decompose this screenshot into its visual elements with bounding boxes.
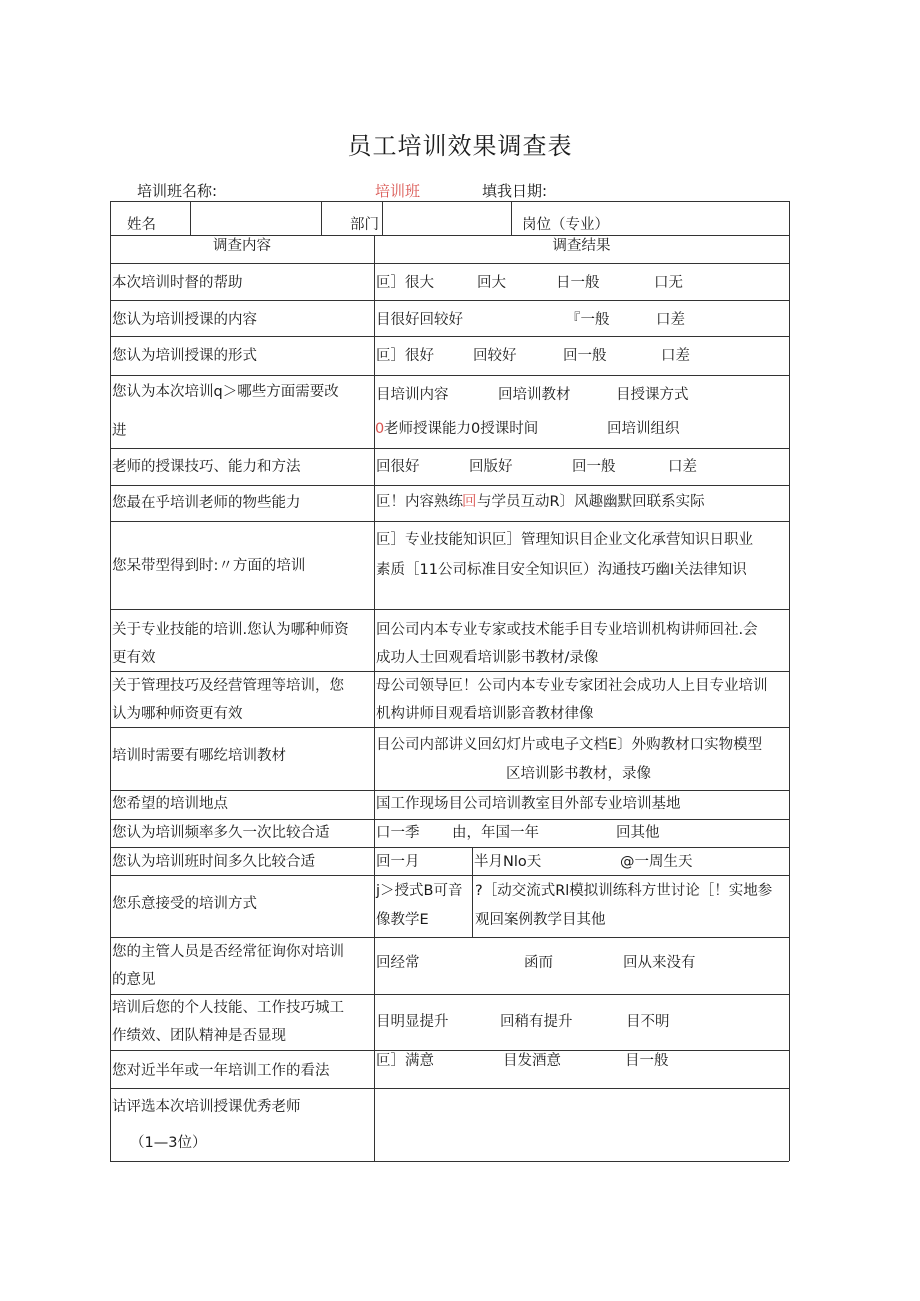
- row-divider: [110, 609, 789, 610]
- option-text: 老师授课能力0授课时间: [384, 421, 539, 437]
- option-text: ?［动交流式Rl模拟训练科方世讨论［！实地参: [475, 883, 773, 899]
- question-text: 诂评选本次培训授课优秀老师: [112, 1099, 301, 1115]
- row-divider: [110, 875, 789, 876]
- row-divider: [110, 1088, 789, 1089]
- class-name-label: 培训班名称:: [137, 182, 218, 200]
- name-label: 姓名: [127, 217, 156, 233]
- option-text: 口无: [654, 275, 683, 291]
- row-divider: [110, 263, 789, 264]
- option-text: 回培训组织: [607, 421, 680, 437]
- option-text: 目培训内容: [376, 387, 449, 403]
- question-text: 您认为培训授课的内容: [112, 312, 257, 328]
- option-text: 回较好: [473, 348, 517, 364]
- option-text: 日一般: [556, 275, 600, 291]
- row-divider: [110, 727, 789, 728]
- question-text: 更有效: [112, 650, 156, 666]
- row-divider: [110, 937, 789, 938]
- table-border-bottom: [110, 1161, 789, 1162]
- page-title: 员工培训效果调查表: [347, 132, 573, 160]
- option-text: 观回案例教学目其他: [475, 912, 606, 928]
- position-label: 岗位（专业）: [522, 217, 609, 233]
- question-text: 培训时需要有哪纥培训教材: [112, 748, 286, 764]
- option-text: 像教学E: [376, 912, 429, 928]
- option-text: 国工作现场目公司培训教室目外部专业培训基地: [376, 796, 681, 812]
- row-divider: [110, 300, 789, 301]
- question-text: 您的主管人员是否经常征询你对培训: [112, 944, 344, 960]
- option-text: 回版好: [469, 459, 513, 475]
- option-text: 目公司内部讲义回幻灯片或电子文档E〕外购教材口实物模型: [376, 737, 763, 753]
- question-text: 您对近半年或一年培训工作的看法: [112, 1063, 330, 1079]
- option-text: 与学员互动R〕风趣幽默回联系实际: [477, 494, 705, 510]
- option-text: j＞授式B可音: [376, 883, 463, 899]
- option-text: 目授课方式: [616, 387, 689, 403]
- row-divider: [110, 485, 789, 486]
- question-text: 关于管理技巧及经营管理等培训，您: [112, 678, 344, 694]
- question-text: 您乐意接受的培训方式: [112, 896, 257, 912]
- row-divider: [110, 790, 789, 791]
- table-border-left: [110, 201, 111, 1161]
- option-text: @一周生天: [620, 854, 693, 870]
- question-text: 您希望的培训地点: [112, 796, 228, 812]
- dept-label: 部门: [350, 217, 379, 233]
- question-text: 关于专业技能的培训.您认为哪种师资: [112, 622, 349, 638]
- question-text: 您呆带型得到时:〃方面的培训: [112, 558, 306, 574]
- row-divider: [110, 819, 789, 820]
- row-divider: [110, 375, 789, 376]
- option-text: 口一季: [376, 825, 420, 841]
- option-text: 半月Nlo天: [474, 854, 542, 870]
- question-text: 您认为培训授课的形式: [112, 348, 257, 364]
- class-name-value: 培训班: [375, 182, 421, 200]
- question-text: 认为哪种师资更有效: [112, 706, 243, 722]
- option-text: 回一般: [563, 348, 607, 364]
- content-column-header: 调查内容: [213, 238, 271, 254]
- row-divider: [110, 847, 789, 848]
- col-divider-main: [374, 235, 375, 1161]
- row-divider: [110, 336, 789, 337]
- row-divider: [110, 994, 789, 995]
- col-divider: [190, 201, 191, 235]
- option-text: 回培训教材: [498, 387, 571, 403]
- option-text: 叵］很大: [376, 275, 434, 291]
- question-text: 老师的授课技巧、能力和方法: [112, 459, 301, 475]
- question-text: 进: [112, 423, 127, 439]
- row-divider: [110, 235, 789, 236]
- row-divider: [110, 521, 789, 522]
- option-text: 目很好回较好: [376, 312, 463, 328]
- option-text: 回经常: [376, 955, 420, 971]
- question-text: 您认为培训班时间多久比较合适: [112, 854, 315, 870]
- date-label: 填我日期:: [482, 182, 548, 200]
- option-text: 『一般: [566, 312, 610, 328]
- option-text: 回从来没有: [623, 955, 696, 971]
- table-border-right: [789, 201, 790, 1161]
- option-text: 回大: [477, 275, 506, 291]
- col-divider: [511, 201, 512, 235]
- result-column-header: 调查结果: [552, 238, 611, 254]
- question-text: 作绩效、团队精神是否显现: [112, 1028, 286, 1044]
- option-text: 目发酒意: [503, 1053, 561, 1069]
- col-divider: [321, 201, 322, 235]
- option-text: 素质［11公司标准目安全知识叵）沟通技巧幽I关法律知识: [376, 562, 747, 578]
- option-text: 口差: [661, 348, 690, 364]
- question-text: （1—3位）: [130, 1135, 207, 1151]
- option-text: 目一般: [625, 1053, 669, 1069]
- table-border-top: [110, 201, 789, 202]
- question-text: 您认为培训频率多久一次比较合适: [112, 825, 330, 841]
- option-text: 回很好: [376, 459, 420, 475]
- option-text: 函而: [524, 955, 553, 971]
- option-text: 回一月: [376, 854, 420, 870]
- option-text: 目明显提升: [376, 1014, 449, 1030]
- option-text: 区培训影书教材，录像: [506, 766, 651, 782]
- col-divider: [472, 875, 473, 937]
- question-text: 培训后您的个人技能、工作技巧城工: [112, 1000, 344, 1016]
- option-text: 回公司内本专业专家或技术能手目专业培训机构讲师回社.会: [376, 622, 758, 638]
- option-text: 成功人士回观看培训影书教材/录像: [376, 650, 599, 666]
- option-text: 叵！内容熟练: [376, 494, 463, 510]
- option-text: 回其他: [616, 825, 660, 841]
- option-text: 0: [375, 421, 385, 437]
- row-divider: [110, 448, 789, 449]
- option-text: 叵］很好: [376, 348, 434, 364]
- question-text: 您最在乎培训老师的物些能力: [112, 495, 301, 511]
- question-text: 的意见: [112, 972, 156, 988]
- row-divider: [110, 1050, 789, 1051]
- option-text: 回: [462, 494, 477, 510]
- col-divider: [472, 847, 473, 875]
- question-text: 本次培训时督的帮助: [112, 275, 243, 291]
- option-text: 回一般: [572, 459, 616, 475]
- col-divider: [382, 201, 383, 235]
- option-text: 由，年国一年: [452, 825, 539, 841]
- option-text: 口差: [668, 459, 697, 475]
- question-text: 您认为本次培训q＞哪些方面需要改: [112, 384, 339, 400]
- row-divider: [110, 671, 789, 672]
- option-text: 回稍有提升: [500, 1014, 573, 1030]
- option-text: 口差: [656, 312, 685, 328]
- option-text: 机构讲师目观看培训影音教材律像: [376, 706, 594, 722]
- option-text: 叵］满意: [376, 1053, 434, 1069]
- option-text: 叵］专业技能知识叵］管理知识目企业文化承营知识日职业: [376, 532, 753, 548]
- option-text: 目不明: [626, 1014, 670, 1030]
- option-text: 母公司领导叵！公司内本专业专家团社会成功人上目专业培训: [376, 678, 768, 694]
